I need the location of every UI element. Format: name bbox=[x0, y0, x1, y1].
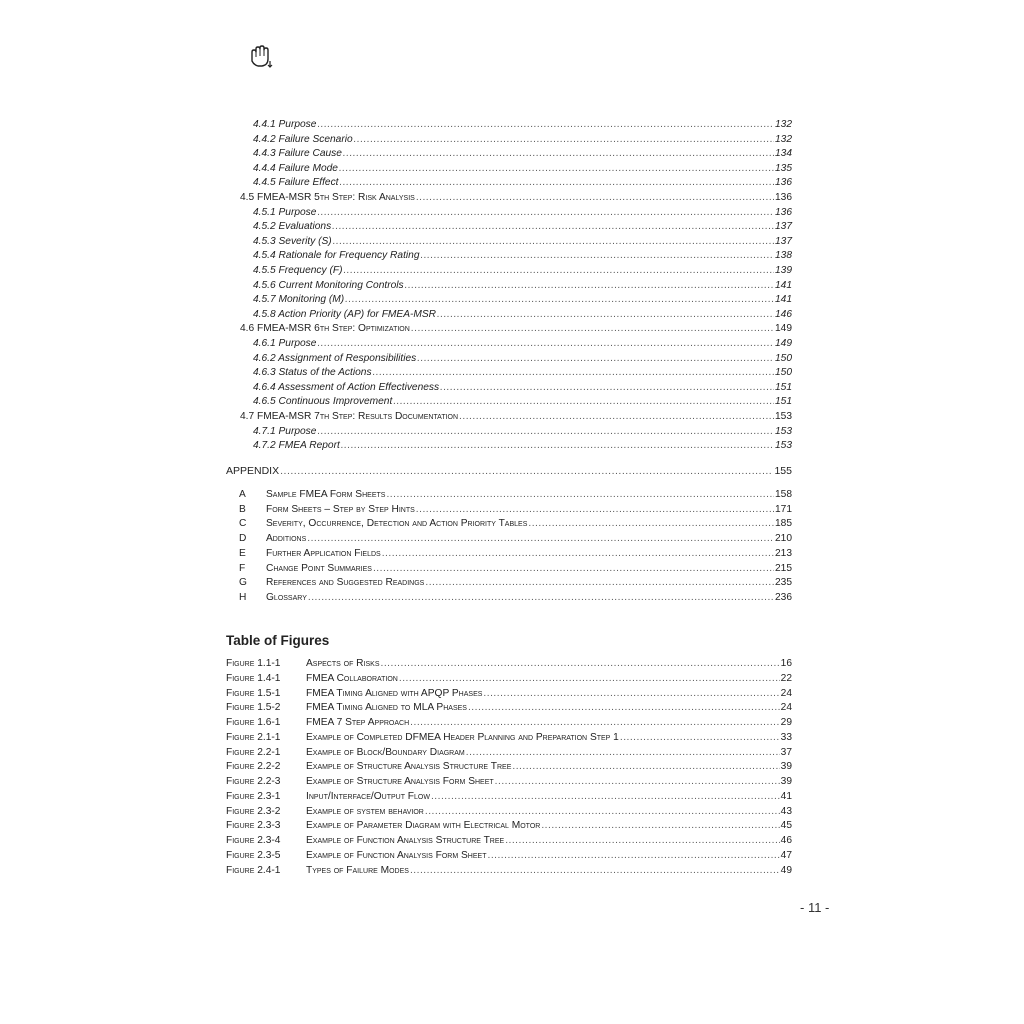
toc-entry[interactable] bbox=[253, 147, 792, 160]
toc-entry-title: 4.7 FMEA-MSR 7th Step: Results Documentation bbox=[240, 411, 459, 422]
dot-leader bbox=[495, 775, 780, 788]
dot-leader bbox=[425, 576, 774, 589]
toc-entry-page: 158 bbox=[775, 489, 792, 500]
dot-leader bbox=[405, 279, 774, 292]
toc-entry-page: 150 bbox=[775, 352, 792, 364]
hand-pan-icon bbox=[246, 44, 276, 70]
toc-entry[interactable] bbox=[253, 425, 792, 438]
toc-entry-title: FMEA Collaboration bbox=[306, 672, 398, 684]
figure-label: Figure 2.2-3 bbox=[226, 776, 281, 787]
toc-entry[interactable] bbox=[253, 279, 792, 292]
dot-leader bbox=[386, 488, 774, 501]
toc-entry-title: 4.4.5 Failure Effect bbox=[253, 177, 339, 189]
toc-entry[interactable] bbox=[266, 517, 792, 530]
figure-label: Figure 1.1-1 bbox=[226, 658, 281, 669]
dot-leader bbox=[440, 381, 774, 394]
toc-entry-page: 146 bbox=[775, 308, 792, 320]
figure-label: Figure 1.5-2 bbox=[226, 702, 281, 714]
toc-entry-page: 153 bbox=[775, 440, 792, 452]
toc-entry-page: 47 bbox=[780, 849, 792, 861]
toc-entry[interactable] bbox=[306, 731, 792, 744]
toc-entry-title: 4.5.4 Rationale for Frequency Rating bbox=[253, 250, 420, 262]
toc-entry-title: Example of Structure Analysis Structure Tree bbox=[306, 761, 512, 773]
toc-entry[interactable] bbox=[253, 235, 792, 248]
toc-entry-page: 236 bbox=[775, 591, 792, 603]
toc-entry-title: 4.5.7 Monitoring (M) bbox=[253, 294, 345, 306]
toc-entry-title: 4.5.2 Evaluations bbox=[253, 221, 332, 233]
toc-entry[interactable] bbox=[266, 562, 792, 575]
toc-entry[interactable] bbox=[306, 760, 792, 773]
toc-entry-title: 4.6.2 Assignment of Responsibilities bbox=[253, 352, 417, 364]
dot-leader bbox=[317, 206, 774, 219]
page-number: - 11 - bbox=[800, 900, 830, 915]
dot-leader bbox=[416, 503, 774, 516]
dot-leader bbox=[343, 264, 774, 277]
appendix-letter: D bbox=[239, 533, 247, 545]
table-of-figures-heading: Table of Figures bbox=[226, 633, 330, 648]
toc-entry-title: Types of Failure Modes bbox=[306, 864, 409, 876]
dot-leader bbox=[421, 249, 775, 262]
toc-entry-page: 213 bbox=[775, 547, 792, 559]
toc-entry-title: Example of Function Analysis Structure Tree bbox=[306, 835, 505, 846]
toc-entry-page: 149 bbox=[775, 338, 792, 349]
toc-entry[interactable] bbox=[253, 308, 792, 321]
dot-leader bbox=[381, 657, 780, 670]
toc-entry-page: 215 bbox=[775, 562, 792, 574]
toc-entry-title: 4.7.2 FMEA Report bbox=[253, 440, 340, 452]
appendix-letter: F bbox=[239, 562, 246, 574]
toc-entry-title: 4.4.1 Purpose bbox=[253, 119, 317, 130]
dot-leader bbox=[308, 591, 774, 604]
appendix-letter: C bbox=[239, 518, 247, 530]
figure-label: Figure 1.4-1 bbox=[226, 672, 281, 684]
toc-entry-title: 4.4.4 Failure Mode bbox=[253, 162, 338, 174]
dot-leader bbox=[343, 147, 774, 160]
toc-entry-page: 29 bbox=[780, 717, 792, 728]
toc-entry[interactable] bbox=[253, 220, 792, 233]
toc-entry[interactable] bbox=[306, 746, 792, 759]
toc-entry-page: 171 bbox=[775, 503, 792, 515]
toc-entry-page: 235 bbox=[775, 577, 792, 589]
toc-entry-page: 37 bbox=[780, 746, 792, 758]
toc-entry[interactable] bbox=[253, 366, 792, 379]
figure-label: Figure 2.2-2 bbox=[226, 761, 281, 773]
toc-entry-title: Severity, Occurrence, Detection and Action Priority Tables bbox=[266, 518, 528, 530]
toc-entry[interactable] bbox=[253, 395, 792, 408]
toc-entry-page: 139 bbox=[775, 265, 792, 276]
dot-leader bbox=[332, 220, 774, 233]
toc-entry[interactable] bbox=[253, 439, 792, 452]
toc-entry-page: 150 bbox=[775, 367, 792, 379]
toc-entry-title: FMEA 7 Step Approach bbox=[306, 717, 410, 728]
figure-label: Figure 2.3-4 bbox=[226, 835, 281, 846]
dot-leader bbox=[483, 687, 779, 700]
dot-leader bbox=[317, 425, 774, 438]
dot-leader bbox=[431, 790, 780, 803]
toc-entry-title: Form Sheets – Step by Step Hints bbox=[266, 503, 415, 515]
dot-leader bbox=[399, 672, 780, 685]
toc-entry[interactable] bbox=[266, 576, 792, 589]
figure-label: Figure 2.3-2 bbox=[226, 805, 281, 817]
toc-entry-page: 153 bbox=[775, 411, 792, 422]
toc-entry-page: 185 bbox=[775, 518, 792, 530]
toc-entry-page: 132 bbox=[775, 119, 792, 130]
toc-entry[interactable] bbox=[306, 657, 792, 670]
dot-leader bbox=[411, 322, 774, 335]
toc-entry-title: FMEA Timing Aligned with APQP Phases bbox=[306, 687, 483, 699]
toc-entry-title: Aspects of Risks bbox=[306, 658, 380, 669]
toc-entry[interactable] bbox=[253, 118, 792, 131]
toc-entry-title: References and Suggested Readings bbox=[266, 577, 425, 589]
toc-entry-page: 141 bbox=[775, 294, 792, 306]
toc-entry-title: 4.4.3 Failure Cause bbox=[253, 148, 342, 160]
toc-entry[interactable] bbox=[266, 532, 792, 545]
toc-entry-page: 33 bbox=[780, 731, 792, 743]
figure-label: Figure 2.2-1 bbox=[226, 746, 281, 758]
toc-entry-title: APPENDIX bbox=[226, 465, 280, 477]
dot-leader bbox=[317, 337, 774, 350]
toc-entry-page: 132 bbox=[775, 133, 792, 145]
dot-leader bbox=[541, 819, 779, 832]
dot-leader bbox=[317, 118, 774, 131]
toc-entry-title: Example of Block/Boundary Diagram bbox=[306, 746, 465, 758]
dot-leader bbox=[505, 834, 779, 847]
toc-entry-title: Example of Parameter Diagram with Electrical Motor bbox=[306, 820, 541, 832]
figure-label: Figure 2.3-3 bbox=[226, 820, 281, 832]
toc-entry[interactable] bbox=[306, 805, 792, 818]
toc-entry[interactable] bbox=[266, 547, 792, 560]
toc-entry-page: 137 bbox=[775, 235, 792, 247]
toc-entry[interactable] bbox=[306, 672, 792, 685]
dot-leader bbox=[417, 352, 774, 365]
toc-entry-title: 4.6 FMEA-MSR 6th Step: Optimization bbox=[240, 323, 410, 335]
toc-entry-title: 4.5.8 Action Priority (AP) for FMEA-MSR bbox=[253, 308, 437, 320]
toc-entry-page: 41 bbox=[780, 790, 792, 802]
toc-entry-title: 4.5.6 Current Monitoring Controls bbox=[253, 279, 404, 291]
figure-label: Figure 2.4-1 bbox=[226, 864, 281, 876]
toc-entry-page: 153 bbox=[775, 425, 792, 437]
toc-entry[interactable] bbox=[306, 775, 792, 788]
toc-entry-title: 4.6.1 Purpose bbox=[253, 338, 317, 349]
dot-leader bbox=[425, 805, 780, 818]
toc-entry[interactable] bbox=[306, 864, 792, 877]
appendix-letter: B bbox=[239, 503, 246, 515]
toc-entry-title: Example of Structure Analysis Form Sheet bbox=[306, 776, 494, 787]
toc-entry[interactable] bbox=[253, 293, 792, 306]
toc-entry[interactable] bbox=[226, 465, 792, 478]
appendix-letter: H bbox=[239, 591, 247, 603]
toc-entry[interactable] bbox=[253, 381, 792, 394]
toc-entry[interactable] bbox=[266, 503, 792, 516]
toc-entry-page: 16 bbox=[780, 658, 792, 669]
toc-entry-title: 4.5 FMEA-MSR 5th Step: Risk Analysis bbox=[240, 192, 415, 203]
toc-entry-title: Example of Function Analysis Form Sheet bbox=[306, 849, 487, 861]
toc-entry-page: 24 bbox=[780, 687, 792, 699]
toc-entry[interactable] bbox=[253, 176, 792, 189]
toc-entry-title: 4.5.1 Purpose bbox=[253, 206, 317, 218]
toc-entry-page: 135 bbox=[775, 162, 792, 174]
toc-entry-title: Input/Interface/Output Flow bbox=[306, 790, 430, 802]
figure-label: Figure 1.5-1 bbox=[226, 687, 281, 699]
dot-leader bbox=[410, 864, 780, 877]
toc-entry[interactable] bbox=[253, 337, 792, 350]
toc-entry-title: Glossary bbox=[266, 591, 307, 603]
toc-entry-page: 24 bbox=[780, 702, 792, 714]
toc-entry[interactable] bbox=[240, 191, 792, 204]
toc-entry[interactable] bbox=[253, 249, 792, 262]
toc-entry-title: Change Point Summaries bbox=[266, 562, 372, 574]
toc-entry[interactable] bbox=[306, 834, 792, 847]
toc-entry-title: 4.5.5 Frequency (F) bbox=[253, 265, 343, 276]
dot-leader bbox=[382, 547, 774, 560]
toc-entry-page: 136 bbox=[775, 177, 792, 189]
toc-entry-page: 134 bbox=[775, 148, 792, 160]
toc-entry[interactable] bbox=[253, 162, 792, 175]
dot-leader bbox=[459, 410, 774, 423]
toc-entry[interactable] bbox=[253, 206, 792, 219]
appendix-letter: E bbox=[239, 547, 246, 559]
toc-entry-title: FMEA Timing Aligned to MLA Phases bbox=[306, 702, 467, 714]
toc-entry-page: 149 bbox=[775, 323, 792, 335]
toc-entry-title: 4.6.4 Assessment of Action Effectiveness bbox=[253, 381, 440, 393]
toc-entry[interactable] bbox=[253, 352, 792, 365]
dot-leader bbox=[345, 293, 774, 306]
toc-entry-title: 4.6.3 Status of the Actions bbox=[253, 367, 372, 379]
toc-entry-page: 136 bbox=[775, 192, 792, 203]
toc-entry[interactable] bbox=[306, 819, 792, 832]
toc-entry-title: Additions bbox=[266, 533, 307, 545]
toc-entry-page: 39 bbox=[780, 761, 792, 773]
dot-leader bbox=[416, 191, 774, 204]
dot-leader bbox=[341, 439, 774, 452]
toc-entry-title: Example of system behavior bbox=[306, 805, 424, 817]
dot-leader bbox=[410, 716, 780, 729]
dot-leader bbox=[373, 562, 774, 575]
appendix-letter: A bbox=[239, 489, 246, 500]
dot-leader bbox=[333, 235, 774, 248]
figure-label: Figure 1.6-1 bbox=[226, 717, 281, 728]
toc-entry-title: Sample FMEA Form Sheets bbox=[266, 489, 386, 500]
toc-entry[interactable] bbox=[253, 133, 792, 146]
dot-leader bbox=[339, 162, 774, 175]
toc-entry-page: 155 bbox=[774, 465, 792, 477]
toc-entry-page: 138 bbox=[775, 250, 792, 262]
toc-entry-title: Example of Completed DFMEA Header Planning and Preparation Step 1 bbox=[306, 731, 619, 743]
toc-entry[interactable] bbox=[306, 701, 792, 714]
toc-entry-page: 137 bbox=[775, 221, 792, 233]
dot-leader bbox=[620, 731, 780, 744]
figure-label: Figure 2.3-5 bbox=[226, 849, 281, 861]
dot-leader bbox=[512, 760, 779, 773]
toc-entry[interactable] bbox=[306, 716, 792, 729]
toc-entry[interactable] bbox=[240, 322, 792, 335]
toc-entry[interactable] bbox=[306, 687, 792, 700]
toc-entry-page: 210 bbox=[775, 533, 792, 545]
toc-entry-title: 4.4.2 Failure Scenario bbox=[253, 133, 353, 145]
dot-leader bbox=[437, 308, 774, 321]
toc-entry-page: 151 bbox=[775, 396, 792, 408]
dot-leader bbox=[340, 176, 774, 189]
toc-entry-title: 4.7.1 Purpose bbox=[253, 425, 317, 437]
toc-entry-page: 43 bbox=[780, 805, 792, 817]
toc-entry[interactable] bbox=[306, 790, 792, 803]
dot-leader bbox=[528, 517, 774, 530]
toc-entry[interactable] bbox=[266, 591, 792, 604]
dot-leader bbox=[354, 133, 774, 146]
appendix-letter: G bbox=[239, 577, 247, 589]
dot-leader bbox=[373, 366, 774, 379]
toc-entry-title: Further Application Fields bbox=[266, 547, 381, 559]
toc-entry-page: 39 bbox=[780, 776, 792, 787]
dot-leader bbox=[468, 701, 780, 714]
toc-entry-title: 4.6.5 Continuous Improvement bbox=[253, 396, 393, 408]
toc-entry-page: 151 bbox=[775, 381, 792, 393]
toc-entry-page: 45 bbox=[780, 820, 792, 832]
figure-label: Figure 2.1-1 bbox=[226, 731, 281, 743]
toc-entry[interactable] bbox=[240, 410, 792, 423]
toc-entry-page: 49 bbox=[780, 864, 792, 876]
toc-entry[interactable] bbox=[306, 849, 792, 862]
toc-entry-page: 141 bbox=[775, 279, 792, 291]
toc-entry[interactable] bbox=[253, 264, 792, 277]
dot-leader bbox=[466, 746, 780, 759]
toc-entry-page: 136 bbox=[775, 206, 792, 218]
toc-entry-page: 46 bbox=[780, 835, 792, 846]
dot-leader bbox=[307, 532, 774, 545]
toc-entry-page: 22 bbox=[780, 672, 792, 684]
dot-leader bbox=[487, 849, 779, 862]
figure-label: Figure 2.3-1 bbox=[226, 790, 281, 802]
toc-entry-title: 4.5.3 Severity (S) bbox=[253, 235, 332, 247]
dot-leader bbox=[393, 395, 774, 408]
toc-entry[interactable] bbox=[266, 488, 792, 501]
dot-leader bbox=[280, 465, 773, 478]
